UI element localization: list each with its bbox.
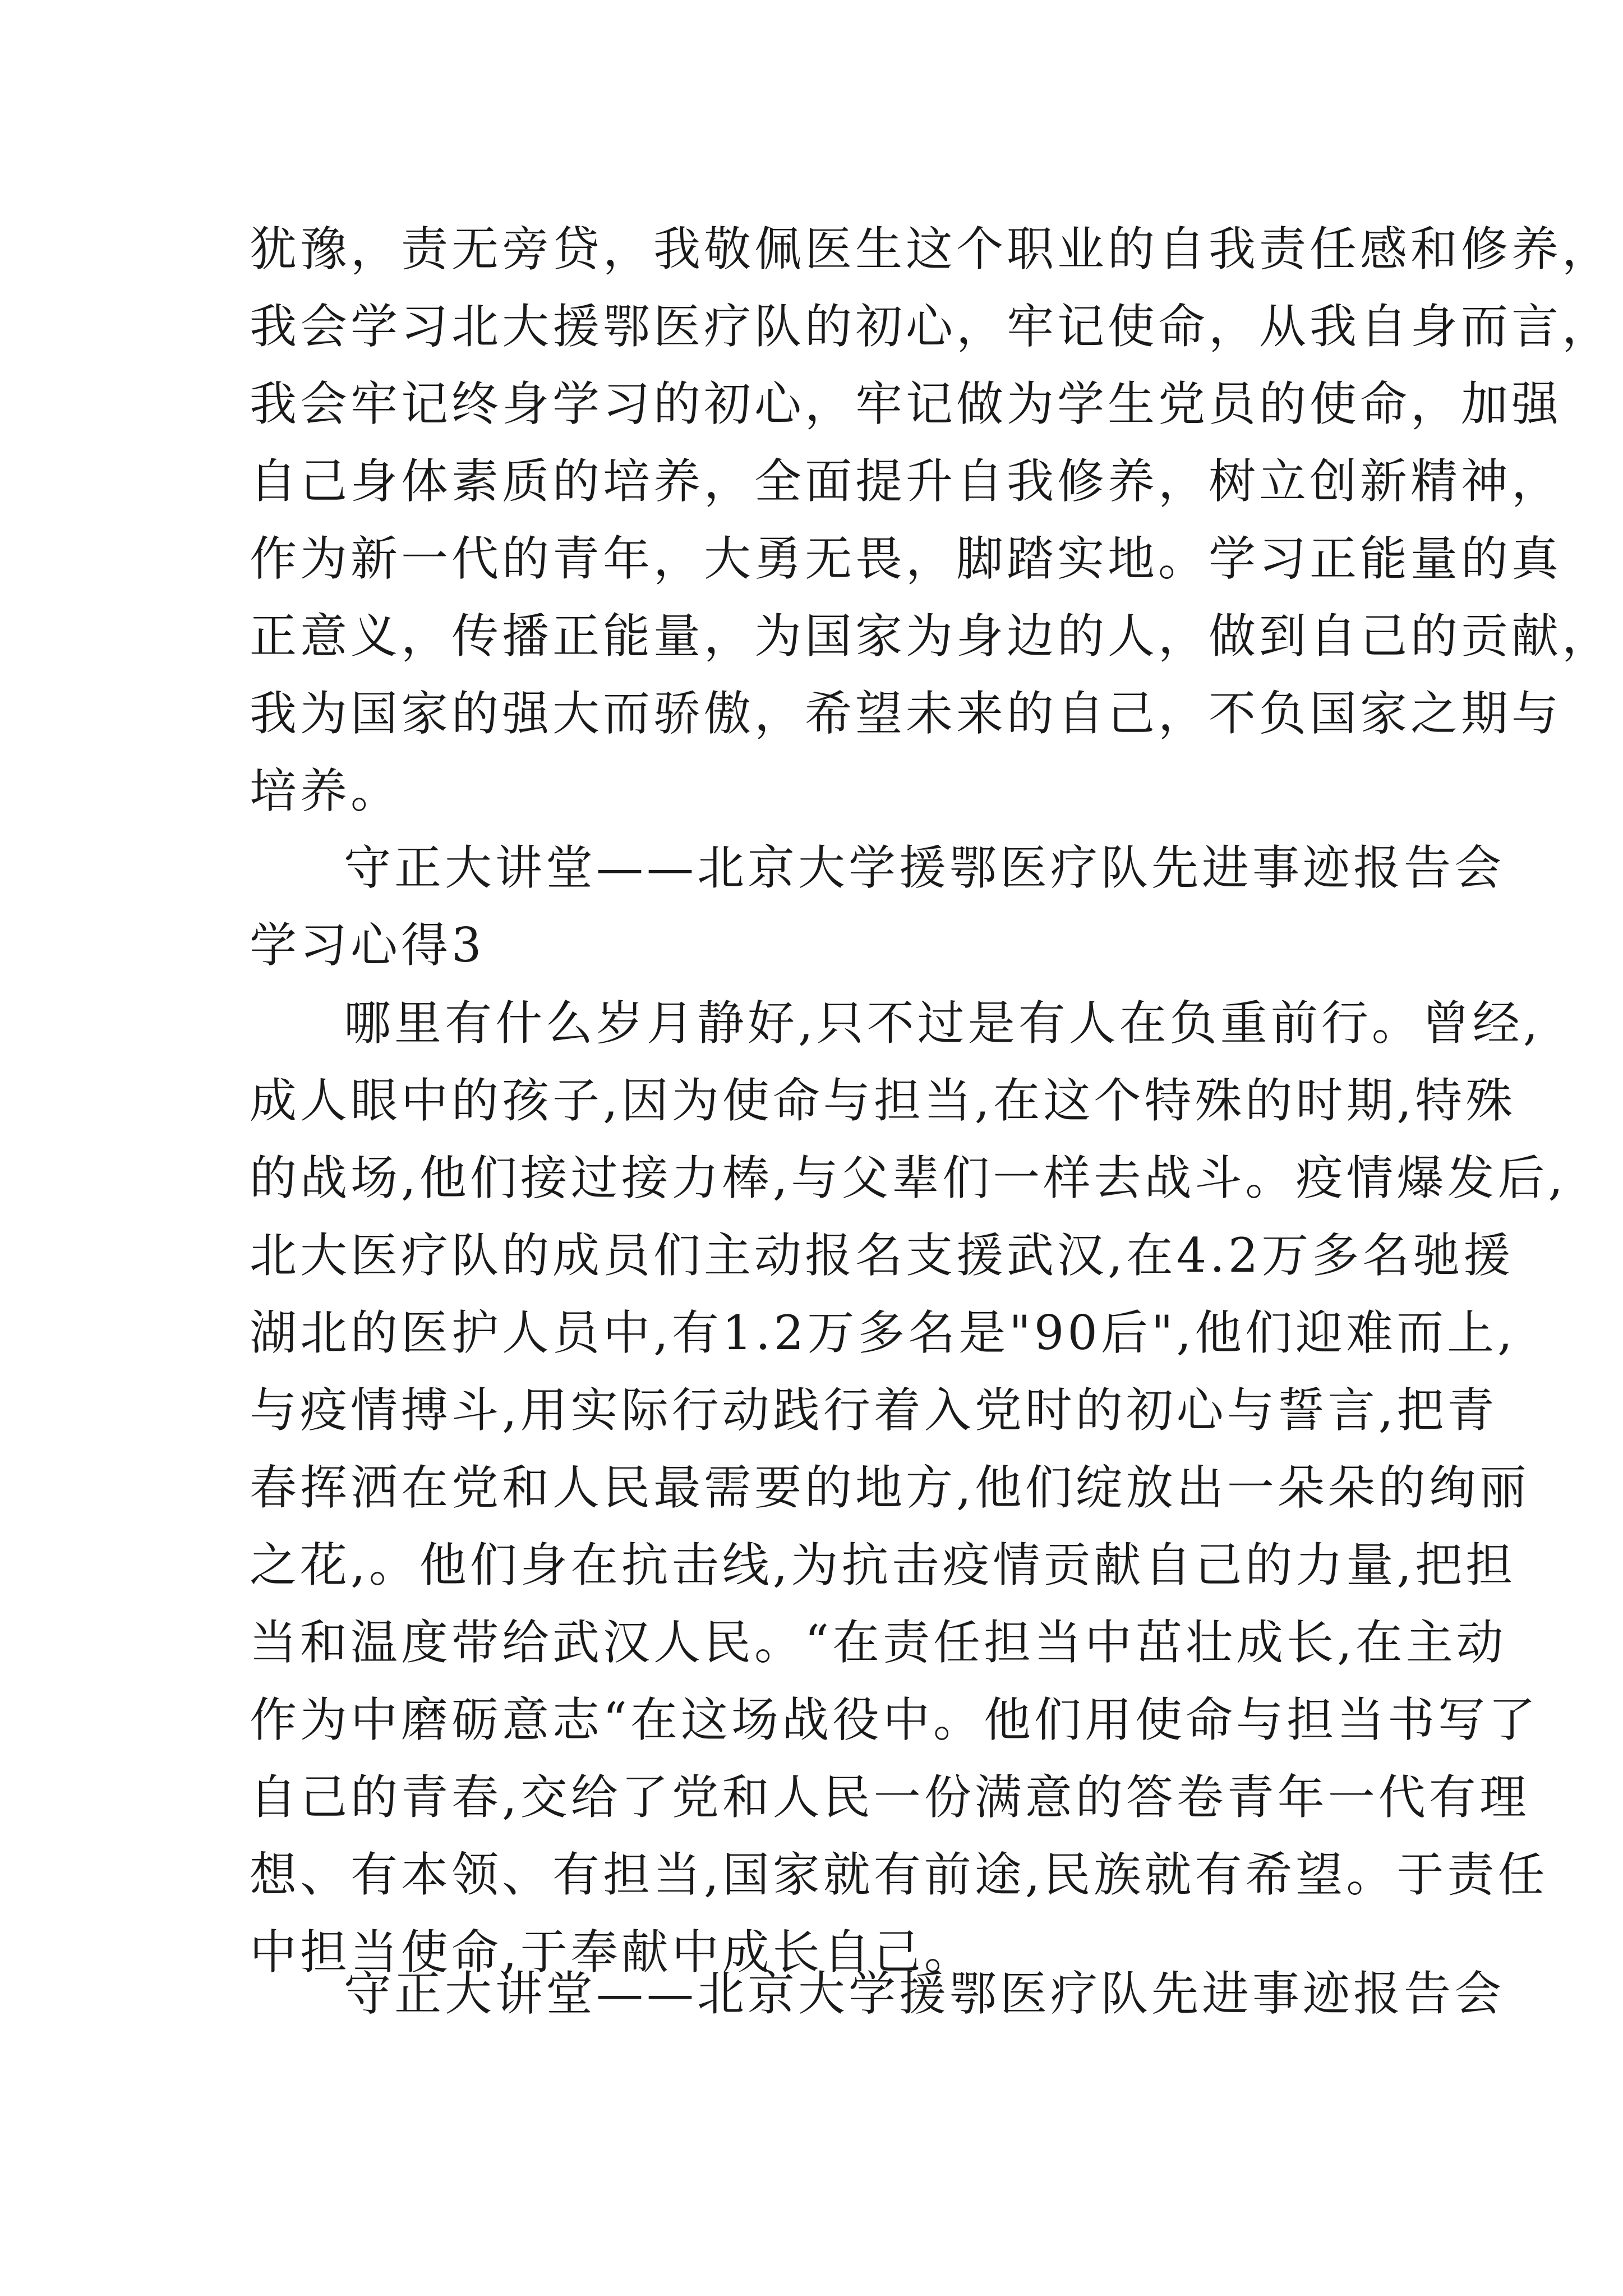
text-line: 我为国家的强大而骄傲，希望未来的自己，不负国家之期与 xyxy=(250,686,1562,741)
text-line: 与疫情搏斗,用实际行动践行着入党时的初心与誓言,把青 xyxy=(250,1383,1498,1438)
text-line: 的战场,他们接过接力棒,与父辈们一样去战斗。疫情爆发后, xyxy=(250,1151,1567,1205)
text-line: 当和温度带给武汉人民。“在责任担当中茁壮成长,在主动 xyxy=(250,1615,1507,1670)
heading-line: 学习心得3 xyxy=(250,918,485,973)
text-line: 培养。 xyxy=(250,763,402,818)
text-line: 春挥洒在党和人民最需要的地方,他们绽放出一朵朵的绚丽 xyxy=(250,1460,1530,1515)
text-line: 作为中磨砺意志“在这场战役中。他们用使命与担当书写了 xyxy=(250,1692,1539,1747)
heading-line: 守正大讲堂——北京大学援鄂医疗队先进事迹报告会 xyxy=(344,1966,1505,2021)
heading-line: 守正大讲堂——北京大学援鄂医疗队先进事迹报告会 xyxy=(344,840,1505,895)
text-line: 我会学习北大援鄂医疗队的初心，牢记使命，从我自身而言， xyxy=(250,299,1613,354)
text-line: 北大医疗队的成员们主动报名支援武汉,在4.2万多名驰援 xyxy=(250,1228,1514,1283)
paragraph-essay-3 xyxy=(250,984,1567,1991)
text-line: 哪里有什么岁月静好,只不过是有人在负重前行。曾经, xyxy=(344,996,1542,1051)
text-line: 湖北的医护人员中,有1.2万多名是"90后",他们迎难而上, xyxy=(250,1305,1516,1360)
text-line: 正意义，传播正能量，为国家为身边的人，做到自己的贡献， xyxy=(250,609,1613,664)
text-line: 中担当使命,于奉献中成长自己。 xyxy=(250,1925,975,1980)
text-line: 之花,。他们身在抗击线,为抗击疫情贡献自己的力量,把担 xyxy=(250,1538,1516,1593)
section-heading-3 xyxy=(250,829,1505,984)
text-line: 自己的青春,交给了党和人民一份满意的答卷青年一代有理 xyxy=(250,1770,1530,1825)
text-line: 我会牢记终身学习的初心，牢记做为学生党员的使命，加强 xyxy=(250,376,1562,431)
section-heading-4 xyxy=(250,1955,1505,2032)
text-line: 成人眼中的孩子,因为使命与担当,在这个特殊的时期,特殊 xyxy=(250,1073,1516,1128)
paragraph-reflection-end xyxy=(250,210,1613,830)
text-line: 犹豫，责无旁贷，我敬佩医生这个职业的自我责任感和修养， xyxy=(250,222,1613,277)
text-line: 自己身体素质的培养，全面提升自我修养，树立创新精神， xyxy=(250,454,1562,509)
text-line: 作为新一代的青年，大勇无畏，脚踏实地。学习正能量的真 xyxy=(250,531,1562,586)
text-line: 想、有本领、有担当,国家就有前途,民族就有希望。于责任 xyxy=(250,1847,1548,1902)
